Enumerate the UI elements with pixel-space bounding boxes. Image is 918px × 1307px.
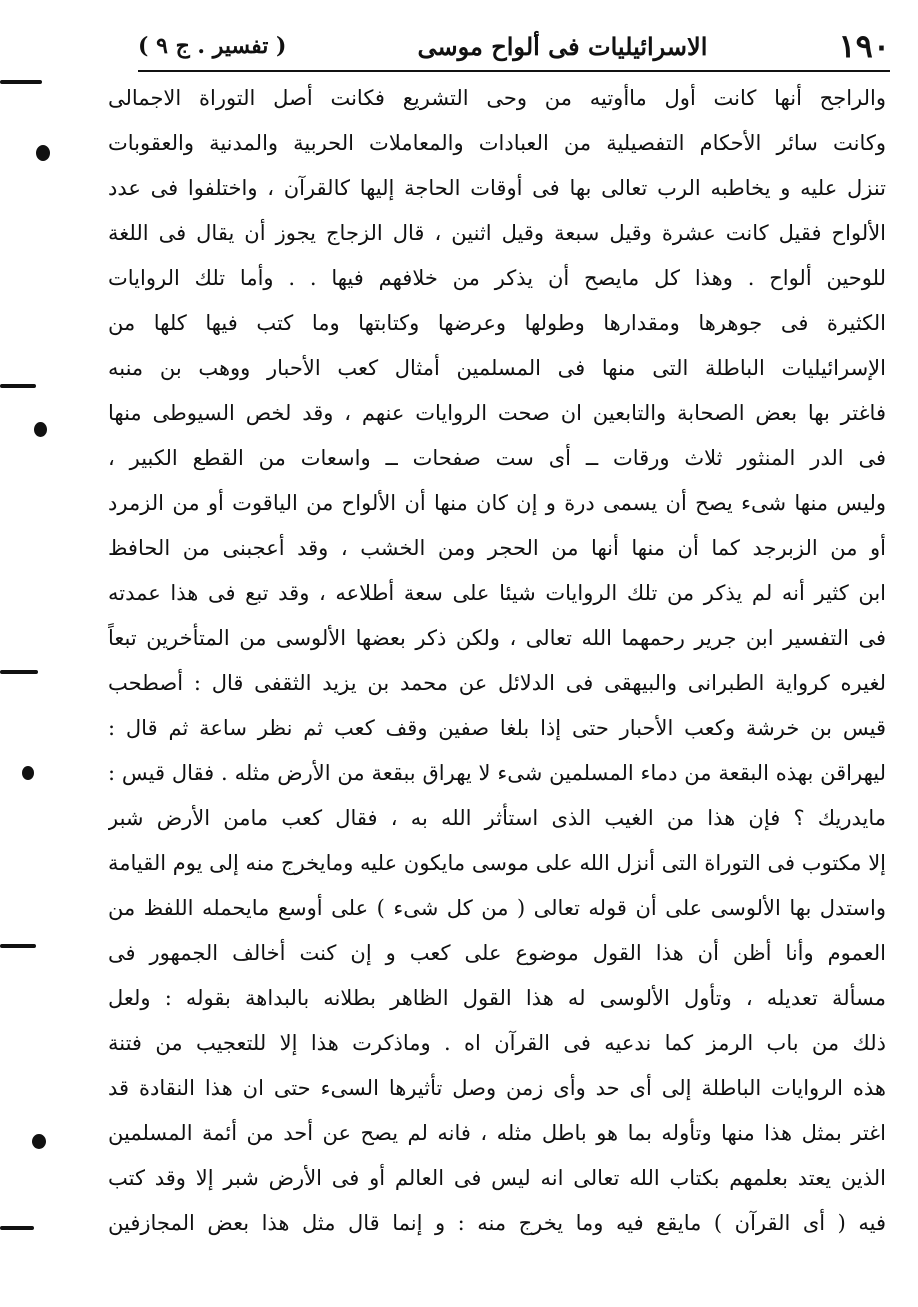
margin-mark <box>0 1226 34 1230</box>
body-text <box>108 76 886 1246</box>
margin-mark <box>0 80 42 84</box>
page-number: ١٩٠ <box>838 27 890 65</box>
text-line: هذه الروايات الباطلة إلى أى حد وأى زمن وصل تأثيرها السىء حتى ان هذا النقادة قد <box>108 1076 886 1100</box>
text-line: العموم وأنا أظن أن هذا القول موضوع على كعب و إن كنت أخالف الجمهور فى <box>108 941 886 965</box>
text-line: واستدل بها الألوسى على أن قوله تعالى ( من كل شىء ) على أوسع مايحمله اللفظ من <box>108 896 886 920</box>
text-line: مسألة تعديله ، وتأول الألوسى له هذا القول الظاهر بطلانه بالبداهة بقوله : ولعل <box>108 986 886 1010</box>
margin-blot <box>36 145 50 161</box>
text-line: ليهراقن بهذه البقعة من دماء المسلمين شىء لا يهراق ببقعة من الأرض مثله . فقال قيس : <box>108 761 886 785</box>
text-line: وليس منها شىء يصح أن يسمى درة و إن كان منها أن الألواح من الياقوت أو من الزمرد <box>108 491 886 515</box>
text-line: لغيره كرواية الطبرانى والبيهقى فى الدلائل عن محمد بن يزيد الثقفى قال : أصطحب <box>108 671 886 695</box>
text-line: اغتر بمثل هذا منها وتأوله بما هو باطل مثله ، فانه لم يصح عن أحد من أئمة المسلمين <box>108 1121 886 1145</box>
text-line: الألواح فقيل كانت عشرة وقيل سبعة وقيل اثنين ، قال الزجاج يجوز أن يقال فى اللغة <box>108 221 886 245</box>
text-line: الذين يعتد بعلمهم بكتاب الله تعالى انه ليس فى العالم أو فى الأرض شبر إلا وقد كتب <box>108 1166 886 1190</box>
text-line: الإسرائيليات الباطلة التى منها فى المسلمين أمثال كعب الأحبار ووهب بن منبه <box>108 356 886 380</box>
text-line: وكانت سائر الأحكام التفصيلية من العبادات والمعاملات الحربية والمدنية والعقوبات <box>108 131 886 155</box>
page-header <box>138 22 890 70</box>
section-reference: ( تفسير . ج ٩ ) <box>138 33 287 59</box>
margin-blot <box>34 422 47 437</box>
header-rule <box>138 70 890 72</box>
margin-mark <box>0 384 36 388</box>
text-line: فيه ( أى القرآن ) مايقع فيه وما يخرج منه : و إنما قال مثل هذا بعض المجازفين <box>108 1211 886 1235</box>
margin-blot <box>22 766 34 780</box>
text-line: أو من الزبرجد كما أن منها أنها من الحجر ومن الخشب ، وقد أعجبنى من الحافظ <box>108 536 886 560</box>
text-line: ابن كثير أنه لم يذكر من تلك الروايات شيئا على سعة أطلاعه ، وقد تبع فى هذا عمدته <box>108 581 886 605</box>
text-line: فى التفسير ابن جرير رحمهما الله تعالى ، ولكن ذكر بعضها الألوسى من المتأخرين تبعاً <box>108 626 886 650</box>
margin-blot <box>32 1134 46 1149</box>
text-line: فى الدر المنثور ثلاث ورقات ــ أى ست صفحات ــ واسعات من القطع الكبير ، <box>108 446 886 470</box>
text-line: للوحين ألواح . وهذا كل مايصح أن يذكر من خلافهم فيها . . وأما تلك الروايات <box>108 266 886 290</box>
text-line: مايدريك ؟ فإن هذا من الغيب الذى استأثر الله به ، فقال كعب مامن الأرض شبر <box>108 806 886 830</box>
margin-mark <box>0 670 38 674</box>
margin-mark <box>0 944 36 948</box>
text-line: تنزل عليه و يخاطبه الرب تعالى بها فى أوقات الحاجة إليها كالقرآن ، واختلفوا فى عدد <box>108 176 886 200</box>
text-line: قيس بن خرشة وكعب الأحبار حتى إذا بلغا صفين وقف كعب ثم نظر ساعة ثم قال : <box>108 716 886 740</box>
running-title: الاسرائيليات فى ألواح موسى <box>417 31 708 61</box>
text-line: فاغتر بها بعض الصحابة والتابعين ان صحت الروايات عنهم ، وقد لخص السيوطى منها <box>108 401 886 425</box>
text-line: والراجح أنها كانت أول ماأوتيه من وحى التشريع فكانت أصل التوراة الاجمالى <box>108 86 886 110</box>
text-line: إلا مكتوب فى التوراة التى أنزل الله على موسى مايكون عليه ومايخرج منه إلى يوم القيامة <box>108 851 886 875</box>
text-line: الكثيرة فى جوهرها ومقدارها وطولها وعرضها وكتابتها وما كتب فيها كلها من <box>108 311 886 335</box>
text-line: ذلك من باب الرمز كما ندعيه فى القرآن اه . وماذكرت هذا إلا للتعجيب من فتنة <box>108 1031 886 1055</box>
